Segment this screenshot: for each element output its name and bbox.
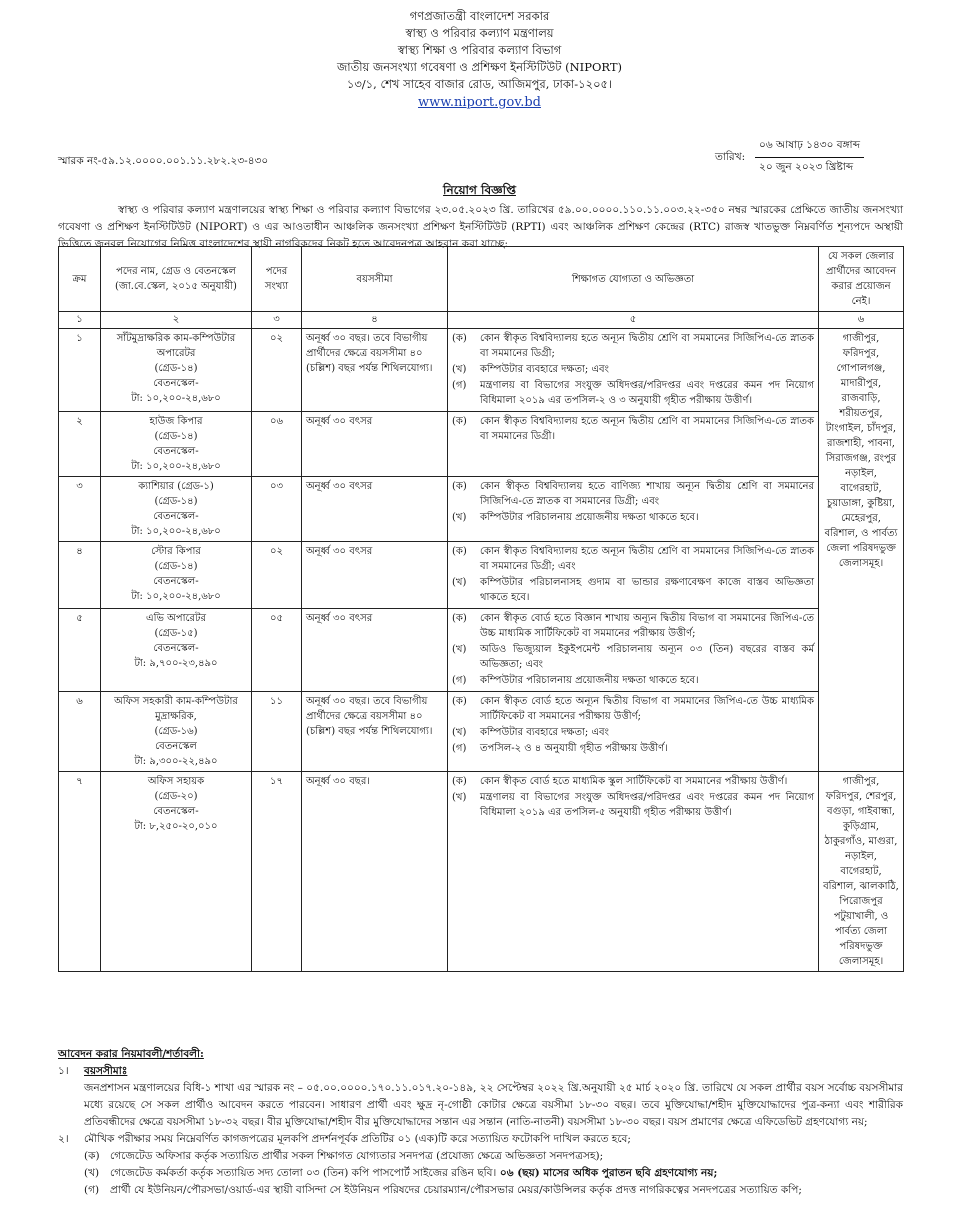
- row-age: অনূর্ধ্ব ৩০ বছর।: [302, 772, 448, 972]
- excluded-districts-1: গাজীপুর, ফরিদপুর, গোপালগঞ্জ, মাদারীপুর, রাজবাড়ি, শরীয়তপুর, টাংগাইল, চাঁদপুর, রাজশাহী, পাবনা, সিরাজগঞ্জ, রংপুর নড়াইল, বাগেরহাট, চুয়াডাঙ্গা, কুষ্টিয়া, মেহেরপুর, বরিশাল, ও পার্বত্য জেলা পরিষদভুক্ত জেলাসমূহ।: [819, 329, 904, 772]
- row-age: অনূর্ধ্ব ৩০ বছর। তবে বিভাগীয় প্রার্থীদের ক্ষেত্রে বয়সসীমা ৪০ (চল্লিশ) বছর পর্যন্ত শিথিলযোগ্য।: [302, 329, 448, 412]
- post-grade: (গ্রেড-২০): [154, 791, 198, 802]
- header-post: পদের নাম, গ্রেড ও বেতনস্কেল (জা.বে.স্কেল, ২০১৫ অনুযায়ী): [101, 247, 252, 312]
- document-item-note: ০৬ (ছয়) মাসের অধিক পুরাতন ছবি গ্রহণযোগ্য নয়;: [496, 1167, 718, 1179]
- row-post: [101, 329, 252, 412]
- col-number: ১: [59, 312, 101, 329]
- row-age: অনূর্ধ্ব ৩০ বৎসর: [302, 412, 448, 477]
- document-item-text: [110, 1148, 603, 1165]
- qualification-text: কম্পিউটার পরিচালনায় প্রয়োজনীয় দক্ষতা থাকতে হবে।: [480, 675, 699, 686]
- post-name: হাউজ কিপার: [149, 416, 203, 427]
- intro-paragraph: স্বাস্থ্য ও পরিবার কল্যাণ মন্ত্রণালয়ের স্বাস্থ্য শিক্ষা ও পরিবার কল্যাণ বিভাগের ২৩.০৫.২০২৩ খ্রি. তারিখের ৫৯.০০.০০০০.১১০.১১.০০৩.২২-৩৫০ নম্বর স্মারকের প্রেক্ষিতে জাতীয় জনসংখ্যা গবেষণা ও প্রশিক্ষণ ইনস্টিটিউট (NIPORT) ও এর আওতাধীন আঞ্চলিক জনসংখ্যা প্রশিক্ষণ ইনস্টিটিউট (RPTI) এবং আঞ্চলিক প্রশিক্ষণ কেন্দ্রের (RTC) রাজস্ব খাতভুক্ত নিম্নবর্ণিত শূন্যপদে অস্থায়ী ভিত্তিতে জনবল নিয়োগের নিমিত্ত বাংলাদেশের স্থায়ী নাগরিকদের নিকট হতে আবেদনপত্র আহবান করা যাচ্ছে:: [58, 204, 903, 250]
- qualification-item: [452, 575, 814, 605]
- qualification-text: কম্পিউটার ব্যবহারে দক্ষতা; এবং: [480, 727, 609, 738]
- post-scale: টা: ৮,২৫০-২০,০১০: [134, 821, 218, 832]
- row-qualification: [448, 329, 819, 412]
- row-count: ০২: [252, 542, 302, 609]
- qualification-item: [452, 673, 814, 688]
- table-row: [59, 412, 904, 477]
- col-number: ৩: [252, 312, 302, 329]
- row-qualification: [448, 412, 819, 477]
- qualification-text: কম্পিউটার পরিচালনাসহ গুদাম বা ভান্ডার রক্ষণাবেক্ষণ কাজে বাস্তব অভিজ্ঞতা থাকতে হবে।: [480, 577, 814, 603]
- header-age: বয়সসীমা: [302, 247, 448, 312]
- qualification-key: (ক): [452, 696, 467, 707]
- table-row: [59, 542, 904, 609]
- qualification-key: (খ): [452, 577, 467, 588]
- qualification-key: (ক): [452, 546, 467, 557]
- notice-title: নিয়োগ বিজ্ঞপ্তি: [443, 183, 516, 197]
- rule-1-text: জনপ্রশাসন মন্ত্রণালয়ের বিধি-১ শাখা এর স্মারক নং – ০৫.০০.০০০০.১৭০.১১.০১৭.২০-১৪৯, ২২ সেপ্টেম্বর ২০২২ খ্রি.অনুযায়ী ২৫ মার্চ ২০২০ খ্রি. তারিখে যে সকল প্রার্থীর বয়স সর্বোচ্চ বয়সসীমার মধ্যে রয়েছে সে সকল প্রার্থীও আবেদন করতে পারবেন। সাধারণ প্রার্থী এবং ক্ষুদ্র নৃ-গোষ্ঠী কোটার ক্ষেত্রে বয়সীমা ১৮-৩০ বছর। তবে মুক্তিযোদ্ধা/শহীদ মুক্তিযোদ্ধাদের পুত্র-কন্যা এবং শারীরিক প্রতিবন্ধীদের ক্ষেত্রে বয়সসীমা ১৮-৩২ বছর। বীর মুক্তিযোদ্ধা/শহীদ বীর মুক্তিযোদ্ধাদের সন্তান এর সন্তান (নাতি-নাতনী) বয়সসীমা ১৮-৩০ বছর। বয়স প্রমাণের ক্ষেত্রে এফিডেভিট গ্রহণযোগ্য নয়;: [84, 1082, 903, 1128]
- rule-2: [58, 1131, 903, 1148]
- post-grade: (গ্রেড-১৪): [154, 431, 198, 442]
- row-count: ০২: [252, 329, 302, 412]
- post-scale: টা: ১০,২০০-২৪,৬৮০: [131, 526, 221, 537]
- table-row: [59, 772, 904, 972]
- header-count: পদের সংখ্যা: [252, 247, 302, 312]
- qualification-item: [452, 611, 814, 641]
- table-row: [59, 692, 904, 772]
- document-item-key: (খ): [84, 1167, 100, 1179]
- qualification-text: কোন স্বীকৃত বিশ্ববিদ্যালয় হতে অন্যূন দ্বিতীয় শ্রেণি বা সমমানের সিজিপিএ-তে স্নাতক বা সমমানের ডিগ্রী;: [480, 333, 814, 359]
- govt-name: গণপ্রজাতন্ত্রী বাংলাদেশ সরকার: [409, 9, 550, 23]
- post-grade: (গ্রেড-১৪): [154, 561, 198, 572]
- qualification-item: [452, 741, 814, 756]
- rule-1-title: বয়সসীমাঃ: [84, 1065, 128, 1077]
- rule-2-text: মৌখিক পরীক্ষার সময় নিম্নেবর্ণিত কাগজপত্রের মূলকপি প্রদর্শনপূর্বক প্রতিটির ০১ (এক)টি করে সত্যায়িত ফটোকপি দাখিল করতে হবে;: [84, 1133, 631, 1145]
- qualification-key: (গ): [452, 380, 467, 391]
- qualification-item: [452, 331, 814, 361]
- qualification-key: (গ): [452, 675, 467, 686]
- qualification-text: কোন স্বীকৃত বোর্ড হতে মাধ্যমিক স্কুল সার্টিফিকেট বা সমমানের পরীক্ষায় উত্তীর্ণ।: [480, 776, 788, 787]
- post-grade: (গ্রেড-১৬): [154, 726, 198, 737]
- row-post: [101, 609, 252, 692]
- qualification-key: (খ): [452, 644, 467, 655]
- post-name: সাঁটমুদ্রাক্ষরিক কাম-কম্পিউটার অপারেটর: [116, 333, 236, 359]
- post-scale: টা: ১০,২০০-২৪,৬৮০: [131, 393, 221, 404]
- qualification-key: (খ): [452, 727, 467, 738]
- post-name: এভি অপারেটর: [146, 613, 206, 624]
- qualification-item: [452, 642, 814, 672]
- post-grade: (গ্রেড-১৪): [154, 496, 198, 507]
- row-post: [101, 692, 252, 772]
- qualification-item: [452, 694, 814, 724]
- document-item: [58, 1165, 903, 1182]
- col-number: ৫: [448, 312, 819, 329]
- excluded-districts-2: গাজীপুর, ফরিদপুর, শেরপুর, বগুড়া, গাইবান্ধা, কুড়িগ্রাম, ঠাকুরগাঁও, মাগুরা, নড়াইল, বাগেরহাট, বরিশাল, ঝালকাঠি, পিরোজপুর পটুয়াখালী, ও পার্বত্য জেলা পরিষদভুক্ত জেলাসমূহ।: [819, 772, 904, 972]
- post-scale-label: বেতনস্কেল-: [153, 446, 199, 457]
- row-serial: ১: [59, 329, 101, 412]
- col-number: ২: [101, 312, 252, 329]
- qualification-text: কোন স্বীকৃত বিশ্ববিদ্যালয় হতে অন্যূন দ্বিতীয় শ্রেণি বা সমমানের সিজিপিএ-তে স্নাতক বা সমমানের ডিগ্রী; এবং: [480, 546, 814, 572]
- header-serial: ক্রম: [59, 247, 101, 312]
- qualification-key: (ক): [452, 333, 467, 344]
- table-row: [59, 329, 904, 412]
- row-count: ০৬: [252, 412, 302, 477]
- document-item-body: প্রার্থী যে ইউনিয়ন/পৌরসভা/ওয়ার্ড-এর স্থায়ী বাসিন্দা সে ইউনিয়ন পরিষদের চেয়ারম্যান/পৌরসভার মেয়র/কাউন্সিলর কর্তৃক প্রদত্ত নাগরিকত্বের সনদপত্রের সত্যায়িত কপি;: [110, 1184, 802, 1196]
- table-row: [59, 477, 904, 542]
- col-number: ৬: [819, 312, 904, 329]
- qualification-item: [452, 774, 814, 789]
- header-qualification: শিক্ষাগত যোগ্যতা ও অভিজ্ঞতা: [448, 247, 819, 312]
- row-count: ০৫: [252, 609, 302, 692]
- post-name: ক্যাশিয়ার (গ্রেড-১): [138, 481, 214, 492]
- date-english: ২০ জুন ২০২৩ খ্রিষ্টাব্দ: [759, 161, 854, 173]
- row-serial: ৩: [59, 477, 101, 542]
- row-serial: ২: [59, 412, 101, 477]
- post-name: অফিস সহকারী কাম-কম্পিউটার মুদ্রাক্ষরিক,: [114, 696, 238, 722]
- row-post: [101, 772, 252, 972]
- header-districts: যে সকল জেলার প্রার্থীদের আবেদন করার প্রয়োজন নেই।: [819, 247, 904, 312]
- qualification-text: মন্ত্রণালয় বা বিভাগের সংযুক্ত অধিদপ্তর/পরিদপ্তর এবং দপ্তরের কমন পদ নিয়োগ বিধিমালা ২০১৯ এর তপসিল-২ ও ৩ অনুযায়ী গৃহীত পরীক্ষায় উত্তীর্ণ।: [480, 380, 814, 406]
- qualification-key: (খ): [452, 512, 467, 523]
- row-post: [101, 542, 252, 609]
- row-post: [101, 412, 252, 477]
- application-rules: [58, 1046, 903, 1199]
- document-item-text: [110, 1182, 802, 1199]
- ministry-name: স্বাস্থ্য ও পরিবার কল্যাণ মন্ত্রণালয়: [405, 26, 554, 40]
- col-number: ৪: [302, 312, 448, 329]
- post-grade: (গ্রেড-১৫): [154, 628, 198, 639]
- row-age: অনূর্ধ্ব ৩০ বৎসর: [302, 477, 448, 542]
- qualification-item: [452, 510, 814, 525]
- qualification-key: (ক): [452, 481, 467, 492]
- post-scale-label: বেতনস্কেল-: [153, 511, 199, 522]
- qualification-item: [452, 378, 814, 408]
- date-label: তারিখ:: [715, 151, 746, 163]
- post-scale: টা: ৯,৩০০-২২,৪৯০: [134, 756, 218, 767]
- qualification-item: [452, 790, 814, 820]
- memo-number: স্মারক নং-৫৯.১২.০০০০.০০১.১১.২৮২.২৩-৪৩০: [58, 155, 269, 167]
- division-name: স্বাস্থ্য শিক্ষা ও পরিবার কল্যাণ বিভাগ: [397, 43, 562, 57]
- qualification-text: কোন স্বীকৃত বোর্ড হতে বিজ্ঞান শাখায় অন্যূন দ্বিতীয় বিভাগ বা সমমানের জিপিএ-তে উচ্চ মাধ্যমিক সার্টিফিকেট বা সমমানের পরীক্ষায় উত্তীর্ণ;: [480, 613, 814, 639]
- table-row: [59, 609, 904, 692]
- qualification-item: [452, 544, 814, 574]
- qualification-text: কোন স্বীকৃত বোর্ড হতে অন্যূন দ্বিতীয় বিভাগ বা সমমানের জিপিএ-তে উচ্চ মাধ্যমিক সার্টিফিকেট বা সমমানের পরীক্ষায় উত্তীর্ণ;: [480, 696, 814, 722]
- row-serial: ৭: [59, 772, 101, 972]
- post-scale-label: বেতনস্কেল: [155, 741, 197, 752]
- date-block: [715, 138, 864, 177]
- qualification-text: কোন স্বীকৃত বিশ্ববিদ্যালয় হতে বাণিজ্য শাখায় অন্যূন দ্বিতীয় শ্রেণি বা সমমানের সিজিপিএ-তে স্নাতক বা সমমানের ডিগ্রী; এবং: [480, 481, 814, 507]
- row-age: অনূর্ধ্ব ৩০ বছর। তবে বিভাগীয় প্রার্থীদের ক্ষেত্রে বয়সসীমা ৪০ (চল্লিশ) বছর পর্যন্ত শিথিলযোগ্য।: [302, 692, 448, 772]
- post-name: অফিস সহায়ক: [147, 776, 205, 787]
- qualification-text: মন্ত্রণালয় বা বিভাগের সংযুক্ত অধিদপ্তর/পরিদপ্তর এবং দপ্তরের কমন পদ নিয়োগ বিধিমালা ২০১৯ এর তপসিল-৫ অনুযায়ী গৃহীত পরীক্ষায় উত্তীর্ণ।: [480, 792, 814, 818]
- document-item-body: গেজেটেড কর্মকর্তা কর্তৃক সত্যায়িত সদ্য তোলা ০৩ (তিন) কপি পাসপোর্ট সাইজের রঙিন ছবি।: [110, 1167, 497, 1179]
- row-age: অনূর্ধ্ব ৩০ বৎসর: [302, 542, 448, 609]
- post-name: স্টোর কিপার: [151, 546, 201, 557]
- post-scale-label: বেতনস্কেল-: [153, 806, 199, 817]
- row-qualification: [448, 772, 819, 972]
- qualification-key: (ক): [452, 613, 467, 624]
- post-grade: (গ্রেড-১৪): [154, 363, 198, 374]
- qualification-item: [452, 725, 814, 740]
- post-scale-label: বেতনস্কেল-: [153, 643, 199, 654]
- qualification-key: (ক): [452, 776, 467, 787]
- date-bangla: ০৬ আষাঢ় ১৪৩০ বঙ্গাব্দ: [755, 138, 864, 158]
- row-age: অনূর্ধ্ব ৩০ বৎসর: [302, 609, 448, 692]
- row-qualification: [448, 477, 819, 542]
- rule-number: ১।: [58, 1065, 69, 1077]
- rule-1: [58, 1063, 903, 1131]
- rules-title: আবেদন করার নিয়মাবলী/শর্তাবলী:: [58, 1048, 204, 1060]
- qualification-text: অডিও ভিজ্যুয়াল ইকুইপমেন্ট পরিচালনায় অন্যূন ০৩ (তিন) বছরের বাস্তব কর্ম অভিজ্ঞতা; এবং: [480, 644, 814, 670]
- row-serial: ৬: [59, 692, 101, 772]
- qualification-item: [452, 362, 814, 377]
- column-number-row: [59, 312, 904, 329]
- qualification-text: তপসিল-২ ও ৪ অনুযায়ী গৃহীত পরীক্ষায় উত্তীর্ণ।: [480, 743, 668, 754]
- post-scale-label: বেতনস্কেল-: [153, 576, 199, 587]
- row-qualification: [448, 542, 819, 609]
- document-item-body: গেজেটেড অফিসার কর্তৃক সত্যায়িত প্রার্থীর সকল শিক্ষাগত যোগ্যতার সনদপত্র (প্রযোজ্য ক্ষেত্রে অভিজ্ঞতা সনদপত্রসহ);: [110, 1150, 604, 1162]
- qualification-key: (ক): [452, 416, 467, 427]
- table-header-row: [59, 247, 904, 312]
- row-serial: ৫: [59, 609, 101, 692]
- qualification-key: (খ): [452, 792, 467, 803]
- row-count: ১১: [252, 692, 302, 772]
- document-item-text: [110, 1165, 717, 1182]
- website-link[interactable]: www.niport.gov.bd: [418, 95, 541, 110]
- post-scale-label: বেতনস্কেল-: [153, 378, 199, 389]
- institute-address: ১৩/১, শেখ সাহেব বাজার রোড, আজিমপুর, ঢাকা-১২০৫।: [346, 77, 613, 91]
- document-item-key: (ক): [84, 1150, 100, 1162]
- post-scale: টা: ১০,২০০-২৪,৬৮০: [131, 461, 221, 472]
- qualification-text: কম্পিউটার পরিচালনায় প্রয়োজনীয় দক্ষতা থাকতে হবে।: [480, 512, 699, 523]
- row-post: [101, 477, 252, 542]
- document-item: [58, 1182, 903, 1199]
- qualification-text: কম্পিউটার ব্যবহারে দক্ষতা; এবং: [480, 364, 609, 375]
- qualification-item: [452, 479, 814, 509]
- letterhead: [0, 8, 959, 112]
- post-scale: টা: ৯,৭০০-২৩,৪৯০: [134, 658, 218, 669]
- rule-number: ২।: [58, 1133, 69, 1145]
- row-serial: ৪: [59, 542, 101, 609]
- qualification-item: [452, 414, 814, 444]
- row-count: ১৭: [252, 772, 302, 972]
- document-item-key: (গ): [84, 1184, 100, 1196]
- post-scale: টা: ১০,২০০-২৪,৬৮০: [131, 591, 221, 602]
- row-qualification: [448, 609, 819, 692]
- document-item: [58, 1148, 903, 1165]
- institute-name: জাতীয় জনসংখ্যা গবেষণা ও প্রশিক্ষণ ইনস্টিটিউট (NIPORT): [337, 60, 622, 74]
- row-count: ০৩: [252, 477, 302, 542]
- row-qualification: [448, 692, 819, 772]
- vacancy-table: [58, 246, 904, 972]
- qualification-key: (গ): [452, 743, 467, 754]
- qualification-key: (খ): [452, 364, 467, 375]
- qualification-text: কোন স্বীকৃত বিশ্ববিদ্যালয় হতে অন্যূন দ্বিতীয় শ্রেণি বা সমমানের সিজিপিএ-তে স্নাতক বা সমমানের ডিগ্রী।: [480, 416, 814, 442]
